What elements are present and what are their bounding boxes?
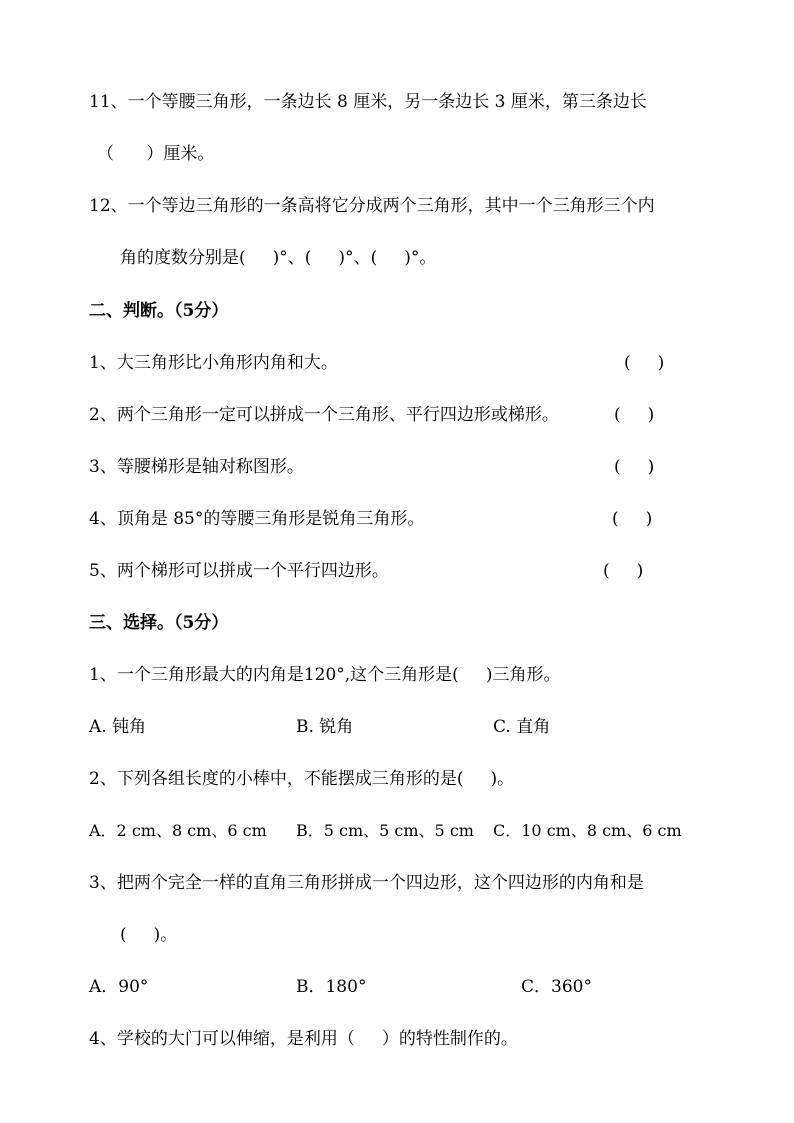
choice-q2-option-a[interactable]: A．2 cm、8 cm、6 cm — [89, 821, 267, 840]
q11-line1: 11、一个等腰三角形，一条边长 8 厘米，另一条边长 3 厘米，第三条边长 — [89, 92, 647, 112]
choice-q3-line2: ( )。 — [120, 925, 178, 945]
choice-q3-line1: 3、把两个完全一样的直角三角形拼成一个四边形，这个四边形的内角和是 — [89, 873, 644, 893]
judge-item-5: 5、两个梯形可以拼成一个平行四边形。 — [89, 561, 389, 581]
choice-q1: 1、一个三角形最大的内角是120°,这个三角形是( )三角形。 — [89, 665, 561, 685]
choice-q1-option-a[interactable]: A. 钝角 — [89, 717, 147, 737]
choice-q4: 4、学校的大门可以伸缩，是利用（ ）的特性制作的。 — [89, 1029, 518, 1049]
q11-line2: （ ）厘米。 — [97, 144, 215, 164]
q12-line1: 12、一个等边三角形的一条高将它分成两个三角形，其中一个三角形三个内 — [89, 196, 655, 216]
judge-blank-3[interactable]: ( ) — [614, 457, 655, 477]
choice-q1-option-b[interactable]: B. 锐角 — [296, 717, 354, 737]
section3-title: 三、选择。（5分） — [89, 613, 229, 633]
judge-blank-4[interactable]: ( ) — [612, 509, 653, 529]
choice-q1-option-c[interactable]: C. 直角 — [493, 717, 551, 737]
choice-q3-option-c[interactable]: C．360° — [521, 977, 592, 997]
judge-item-1: 1、大三角形比小角形内角和大。 — [89, 353, 338, 373]
choice-q2-option-b[interactable]: B．5 cm、5 cm、5 cm — [296, 821, 474, 840]
judge-blank-5[interactable]: ( ) — [603, 561, 644, 581]
judge-item-4: 4、顶角是 85°的等腰三角形是锐角三角形。 — [89, 509, 425, 529]
judge-item-2: 2、两个三角形一定可以拼成一个三角形、平行四边形或梯形。 — [89, 405, 559, 425]
judge-item-3: 3、等腰梯形是轴对称图形。 — [89, 457, 304, 477]
judge-blank-2[interactable]: ( ) — [614, 405, 655, 425]
judge-blank-1[interactable]: ( ) — [624, 353, 665, 373]
choice-q3-option-a[interactable]: A．90° — [89, 977, 149, 997]
choice-q3-option-b[interactable]: B．180° — [296, 977, 367, 997]
section2-title: 二、判断。（5分） — [89, 301, 229, 321]
q12-line2: 角的度数分别是( )°、( )°、( )°。 — [120, 248, 437, 268]
choice-q2-option-c[interactable]: C．10 cm、8 cm、6 cm — [493, 821, 682, 840]
choice-q2: 2、下列各组长度的小棒中，不能摆成三角形的是( )。 — [89, 769, 515, 789]
